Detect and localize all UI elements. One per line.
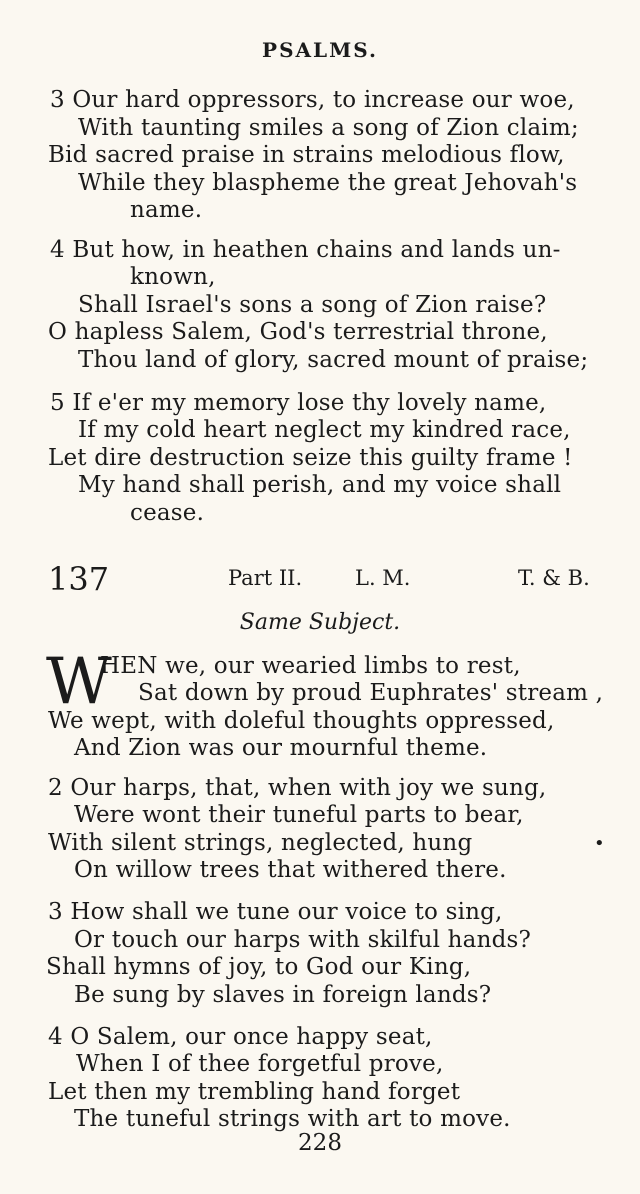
- verse-line: 2 Our harps, that, when with joy we sung,: [48, 775, 547, 801]
- verse-line: 5 If e'er my memory lose thy lovely name,: [50, 390, 547, 416]
- hymn-number: 137: [48, 560, 110, 598]
- drop-cap: W: [46, 645, 112, 719]
- verse-line: My hand shall perish, and my voice shall: [78, 472, 562, 498]
- verse-line: When I of thee forgetful prove,: [76, 1051, 444, 1077]
- verse-line: HEN we, our wearied limbs to rest,: [100, 653, 521, 679]
- verse-line: 3 How shall we tune our voice to sing,: [48, 899, 503, 925]
- verse-line: 3 Our hard oppressors, to increase our woe,: [50, 87, 575, 113]
- hymn-tune: T. & B.: [518, 566, 590, 590]
- stray-mark: •: [594, 833, 605, 854]
- verse-line: If my cold heart neglect my kindred race,: [78, 417, 571, 443]
- hymn-meter: L. M.: [355, 566, 411, 590]
- verse-line: Bid sacred praise in strains melodious flow,: [48, 142, 565, 168]
- verse-line: Let dire destruction seize this guilty frame !: [48, 445, 573, 471]
- verse-line: name.: [130, 197, 203, 223]
- hymn-subject: Same Subject.: [239, 610, 401, 635]
- verse-line: cease.: [130, 500, 205, 526]
- verse-line: Shall Israel's sons a song of Zion raise?: [78, 292, 547, 318]
- verse-line: Be sung by slaves in foreign lands?: [74, 982, 492, 1008]
- hymn-part: Part II.: [228, 566, 303, 590]
- verse-line: O hapless Salem, God's terrestrial throne,: [48, 319, 548, 345]
- verse-line: Or touch our harps with skilful hands?: [74, 927, 532, 953]
- running-header: PSALMS.: [262, 38, 378, 62]
- verse-line: With taunting smiles a song of Zion claim;: [78, 115, 579, 141]
- verse-line: Were wont their tuneful parts to bear,: [74, 802, 524, 828]
- verse-line: Sat down by proud Euphrates' stream ,: [138, 680, 604, 706]
- verse-line: And Zion was our mournful theme.: [74, 735, 488, 761]
- verse-line: On willow trees that withered there.: [74, 857, 507, 883]
- verse-line: Let then my trembling hand forget: [48, 1079, 461, 1105]
- verse-line: Shall hymns of joy, to God our King,: [46, 954, 472, 980]
- verse-line: The tuneful strings with art to move.: [74, 1106, 511, 1132]
- verse-line: 4 O Salem, our once happy seat,: [48, 1024, 433, 1050]
- verse-line: Thou land of glory, sacred mount of praise;: [78, 347, 589, 373]
- verse-line: While they blaspheme the great Jehovah's: [78, 170, 578, 196]
- page-number: 228: [298, 1130, 342, 1156]
- verse-line: We wept, with doleful thoughts oppressed,: [48, 708, 555, 734]
- verse-line: With silent strings, neglected, hung: [48, 830, 473, 856]
- verse-line: known,: [130, 264, 216, 290]
- verse-line: 4 But how, in heathen chains and lands un-: [50, 237, 561, 263]
